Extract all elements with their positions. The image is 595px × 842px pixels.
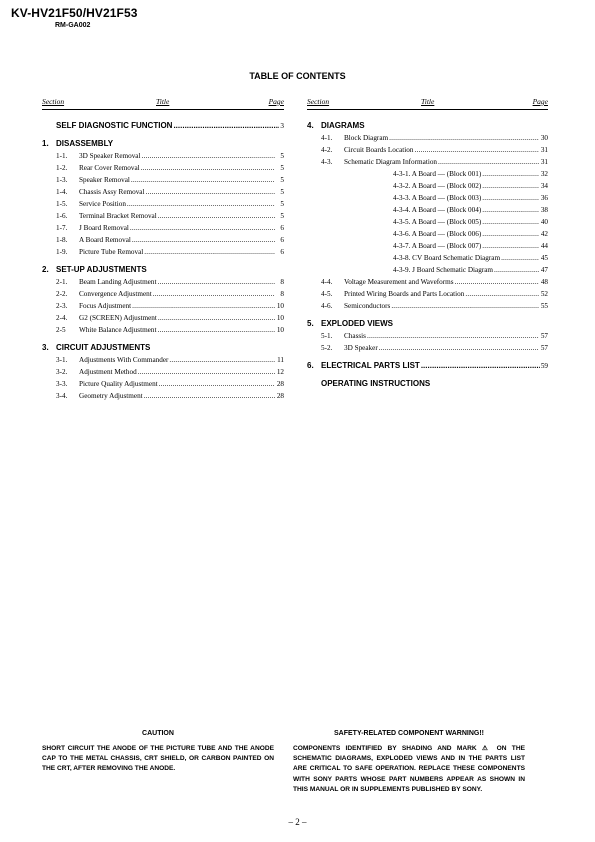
entry-title: Picture Quality Adjustment: [79, 380, 158, 388]
entry-number: 1-3.: [56, 176, 68, 184]
caution-body: SHORT CIRCUIT THE ANODE OF THE PICTURE TUBE AND THE ANODE CAP TO THE METAL CHASSIS, CRT SHIELD, OR CARBON PAINTED ON THE CRT, AFTER REMOVING THE ANODE.: [42, 745, 274, 773]
toc-subentry[interactable]: [307, 216, 548, 228]
entry-title: Service Position: [79, 200, 126, 208]
entry-title: 4-3-1. A Board — (Block 001): [393, 170, 482, 178]
entry-page: 5: [280, 164, 284, 172]
entry-number: 2-4.: [56, 314, 68, 322]
toc-title: TABLE OF CONTENTS: [249, 71, 346, 81]
entry-title: 4-3-7. A Board — (Block 007): [393, 242, 482, 250]
entry-title: Block Diagram: [344, 134, 389, 142]
entry-number: 4-6.: [321, 302, 333, 310]
safety-warning-body: COMPONENTS IDENTIFIED BY SHADING AND MARK ⚠ ON THE SCHEMATIC DIAGRAMS, EXPLODED VIEWS AND IN THE PARTS LIST ARE CRITICAL TO SAFE OPERATION. REPLACE THESE COMPONENTS WITH SONY PARTS WHOSE PART NUMBERS APPEAR AS SHOWN IN THIS MANUAL OR IN SUPPLEMENTS PUBLISHED BY SONY.: [293, 745, 525, 793]
entry-title: Convergence Adjustment: [79, 290, 152, 298]
entry-page: 59: [540, 362, 548, 370]
toc-entry[interactable]: [42, 210, 284, 222]
entry-page: 44: [540, 242, 548, 250]
section-header: Section: [42, 97, 65, 106]
entry-title: Rear Cover Removal: [79, 164, 140, 172]
entry-page: 42: [540, 230, 548, 238]
toc-subentry[interactable]: [307, 192, 548, 204]
toc-subentry[interactable]: [307, 240, 548, 252]
entry-page: 6: [280, 224, 284, 232]
entry-title: 4-3-5. A Board — (Block 005): [393, 218, 482, 226]
left-column-header: [42, 97, 284, 110]
entry-title: 4-3-9. J Board Schematic Diagram: [393, 266, 493, 274]
caution-title: CAUTION: [142, 730, 174, 737]
toc-entry[interactable]: [42, 186, 284, 198]
leader-dots: [414, 144, 539, 156]
section-heading-diagrams[interactable]: [307, 120, 548, 132]
section-header: Section: [307, 97, 330, 106]
entry-page: 5: [280, 152, 284, 160]
entry-title: Chassis: [344, 332, 366, 340]
entry-number: 3-4.: [56, 392, 68, 400]
entry-page: 45: [540, 254, 548, 262]
section-number: 6.: [307, 361, 314, 370]
toc-right-column: [307, 120, 548, 390]
leader-dots: [138, 366, 275, 378]
entry-page: 10: [276, 326, 284, 334]
toc-entry-self-diagnostic[interactable]: [42, 120, 284, 132]
toc-entry[interactable]: [42, 366, 284, 378]
leader-dots: [379, 342, 539, 354]
page-header: Page: [532, 97, 548, 106]
entry-page: 5: [280, 200, 284, 208]
toc-entry[interactable]: [42, 246, 284, 258]
entry-page: 47: [540, 266, 548, 274]
leader-dots: [367, 330, 539, 342]
leader-dots: [482, 216, 539, 228]
entry-number: 4-2.: [321, 146, 333, 154]
entry-title: 4-3-3. A Board — (Block 003): [393, 194, 482, 202]
section-number: 2.: [42, 265, 49, 274]
entry-page: 11: [277, 356, 284, 364]
toc-entry[interactable]: [307, 330, 548, 342]
entry-number: 2-5: [56, 326, 66, 334]
toc-entry[interactable]: [307, 288, 548, 300]
toc-subentry[interactable]: [307, 168, 548, 180]
entry-title: J Board Removal: [79, 224, 129, 232]
section-number: 3.: [42, 343, 49, 352]
leader-dots: [482, 240, 539, 252]
leader-dots: [127, 198, 275, 210]
section-heading-disassembly[interactable]: [42, 138, 284, 150]
leader-dots: [141, 150, 275, 162]
toc-entry[interactable]: [42, 300, 284, 312]
toc-left-column: [42, 120, 284, 402]
leader-dots: [173, 120, 279, 132]
entry-page: 36: [540, 194, 548, 202]
entry-page: 57: [540, 332, 548, 340]
entry-number: 4-1.: [321, 134, 333, 142]
entry-title: A Board Removal: [79, 236, 131, 244]
entry-page: 38: [540, 206, 548, 214]
entry-title: Beam Landing Adjustment: [79, 278, 157, 286]
section-title: ELECTRICAL PARTS LIST: [321, 361, 420, 370]
entry-page: 34: [540, 182, 548, 190]
leader-dots: [421, 360, 540, 372]
toc-subentry[interactable]: [307, 264, 548, 276]
entry-title: Semiconductors: [344, 302, 391, 310]
leader-dots: [169, 354, 275, 366]
leader-dots: [482, 192, 539, 204]
entry-page: 8: [280, 290, 284, 298]
entry-title: Picture Tube Removal: [79, 248, 144, 256]
entry-page: 12: [276, 368, 284, 376]
section-heading-circuit-adjustments[interactable]: [42, 342, 284, 354]
leader-dots: [159, 378, 275, 390]
section-title: CIRCUIT ADJUSTMENTS: [56, 343, 151, 352]
entry-title: Voltage Measurement and Waveforms: [344, 278, 454, 286]
entry-page: 48: [540, 278, 548, 286]
leader-dots: [391, 300, 539, 312]
section-heading-exploded-views[interactable]: [307, 318, 548, 330]
leader-dots: [153, 288, 275, 300]
toc-entry[interactable]: [42, 276, 284, 288]
safety-warning-title: SAFETY-RELATED COMPONENT WARNING!!: [334, 730, 484, 737]
leader-dots: [455, 276, 539, 288]
entry-page: 57: [540, 344, 548, 352]
entry-page: 31: [540, 146, 548, 154]
section-title: DIAGRAMS: [321, 121, 365, 130]
toc-entry-operating-instructions[interactable]: [307, 378, 548, 390]
entry-page: 3: [280, 122, 284, 130]
entry-number: 2-2.: [56, 290, 68, 298]
entry-number: 4-5.: [321, 290, 333, 298]
entry-page: 32: [540, 170, 548, 178]
leader-dots: [389, 132, 539, 144]
section-number: 5.: [307, 319, 314, 328]
leader-dots: [141, 162, 275, 174]
leader-dots: [465, 288, 539, 300]
section-number: 4.: [307, 121, 314, 130]
leader-dots: [482, 168, 539, 180]
entry-number: 2-1.: [56, 278, 68, 286]
toc-entry[interactable]: [42, 234, 284, 246]
entry-page: 10: [276, 314, 284, 322]
entry-title: Terminal Bracket Removal: [79, 212, 157, 220]
leader-dots: [144, 390, 275, 402]
entry-number: 4-4.: [321, 278, 333, 286]
entry-page: 28: [276, 380, 284, 388]
entry-number: 1-7.: [56, 224, 68, 232]
entry-title: Printed Wiring Boards and Parts Location: [344, 290, 465, 298]
entry-number: 3-3.: [56, 380, 68, 388]
entry-number: 3-2.: [56, 368, 68, 376]
entry-page: 40: [540, 218, 548, 226]
leader-dots: [132, 234, 275, 246]
entry-title: Schematic Diagram Information: [344, 158, 438, 166]
entry-number: 3-1.: [56, 356, 68, 364]
remote-model: RM-GA002: [55, 22, 91, 29]
entry-page: 28: [276, 392, 284, 400]
section-title: EXPLODED VIEWS: [321, 319, 394, 328]
title-header: Title: [156, 97, 170, 106]
entry-title: Chassis Assy Removal: [79, 188, 145, 196]
leader-dots: [144, 246, 275, 258]
toc-entry[interactable]: [42, 390, 284, 402]
title-header: Title: [421, 97, 435, 106]
entry-page: 8: [280, 278, 284, 286]
entry-number: 1-2.: [56, 164, 68, 172]
leader-dots: [494, 264, 539, 276]
entry-number: 4-3.: [321, 158, 333, 166]
entry-title: 4-3-2. A Board — (Block 002): [393, 182, 482, 190]
entry-title: White Balance Adjustment: [79, 326, 157, 334]
entry-number: 2-3.: [56, 302, 68, 310]
entry-page: 30: [540, 134, 548, 142]
toc-entry[interactable]: [307, 156, 548, 168]
entry-title: Geometry Adjustment: [79, 392, 143, 400]
entry-number: 1-1.: [56, 152, 68, 160]
entry-page: 52: [540, 290, 548, 298]
section-title: SET-UP ADJUSTMENTS: [56, 265, 147, 274]
toc-entry[interactable]: [42, 150, 284, 162]
entry-title: Focus Adjustment: [79, 302, 132, 310]
toc-subentry[interactable]: [307, 204, 548, 216]
toc-entry[interactable]: [42, 174, 284, 186]
toc-subentry[interactable]: [307, 228, 548, 240]
toc-entry[interactable]: [42, 324, 284, 336]
entry-number: 1-5.: [56, 200, 68, 208]
toc-subentry[interactable]: [307, 180, 548, 192]
toc-entry[interactable]: [42, 312, 284, 324]
entry-page: 6: [280, 248, 284, 256]
toc-entry-electrical-parts-list[interactable]: [307, 360, 548, 372]
entry-page: 5: [280, 212, 284, 220]
toc-entry[interactable]: [307, 342, 548, 354]
section-number: 1.: [42, 139, 49, 148]
leader-dots: [482, 228, 539, 240]
entry-title: Circuit Boards Location: [344, 146, 414, 154]
entry-page: 6: [280, 236, 284, 244]
leader-dots: [131, 174, 275, 186]
toc-entry[interactable]: [42, 378, 284, 390]
leader-dots: [132, 300, 275, 312]
entry-number: 1-6.: [56, 212, 68, 220]
entry-page: 55: [540, 302, 548, 310]
entry-title: 3D Speaker: [344, 344, 378, 352]
entry-number: 5-2.: [321, 344, 333, 352]
entry-title: SELF DIAGNOSTIC FUNCTION: [56, 121, 173, 130]
entry-title: Adjustments With Commander: [79, 356, 169, 364]
entry-title: 4-3-4. A Board — (Block 004): [393, 206, 482, 214]
leader-dots: [501, 252, 539, 264]
toc-entry[interactable]: [42, 162, 284, 174]
leader-dots: [157, 276, 275, 288]
entry-page: 10: [276, 302, 284, 310]
toc-entry[interactable]: [42, 222, 284, 234]
toc-entry[interactable]: [307, 300, 548, 312]
leader-dots: [438, 156, 539, 168]
toc-entry[interactable]: [42, 288, 284, 300]
entry-title: 3D Speaker Removal: [79, 152, 141, 160]
entry-title: 4-3-6. A Board — (Block 006): [393, 230, 482, 238]
toc-subentry[interactable]: [307, 252, 548, 264]
entry-number: 1-4.: [56, 188, 68, 196]
model-number: KV-HV21F50/HV21F53: [11, 6, 138, 20]
leader-dots: [482, 180, 539, 192]
entry-title: G2 (SCREEN) Adjustment: [79, 314, 157, 322]
right-column-header: [307, 97, 548, 110]
entry-page: 5: [280, 188, 284, 196]
section-title: DISASSEMBLY: [56, 139, 114, 148]
entry-title: 4-3-8. CV Board Schematic Diagram: [393, 254, 501, 262]
entry-page: 31: [540, 158, 548, 166]
toc-entry[interactable]: [307, 144, 548, 156]
leader-dots: [158, 312, 275, 324]
section-title: OPERATING INSTRUCTIONS: [321, 379, 431, 388]
leader-dots: [130, 222, 275, 234]
leader-dots: [158, 210, 275, 222]
entry-number: 1-9.: [56, 248, 68, 256]
leader-dots: [482, 204, 539, 216]
page-header: Page: [268, 97, 284, 106]
leader-dots: [146, 186, 276, 198]
toc-entry[interactable]: [42, 354, 284, 366]
page-number: – 2 –: [288, 817, 307, 827]
entry-number: 5-1.: [321, 332, 333, 340]
toc-entry[interactable]: [307, 276, 548, 288]
entry-title: Speaker Removal: [79, 176, 130, 184]
entry-page: 5: [280, 176, 284, 184]
toc-entry[interactable]: [307, 132, 548, 144]
section-heading-setup-adjustments[interactable]: [42, 264, 284, 276]
entry-number: 1-8.: [56, 236, 68, 244]
entry-title: Adjustment Method: [79, 368, 137, 376]
toc-entry[interactable]: [42, 198, 284, 210]
leader-dots: [157, 324, 275, 336]
